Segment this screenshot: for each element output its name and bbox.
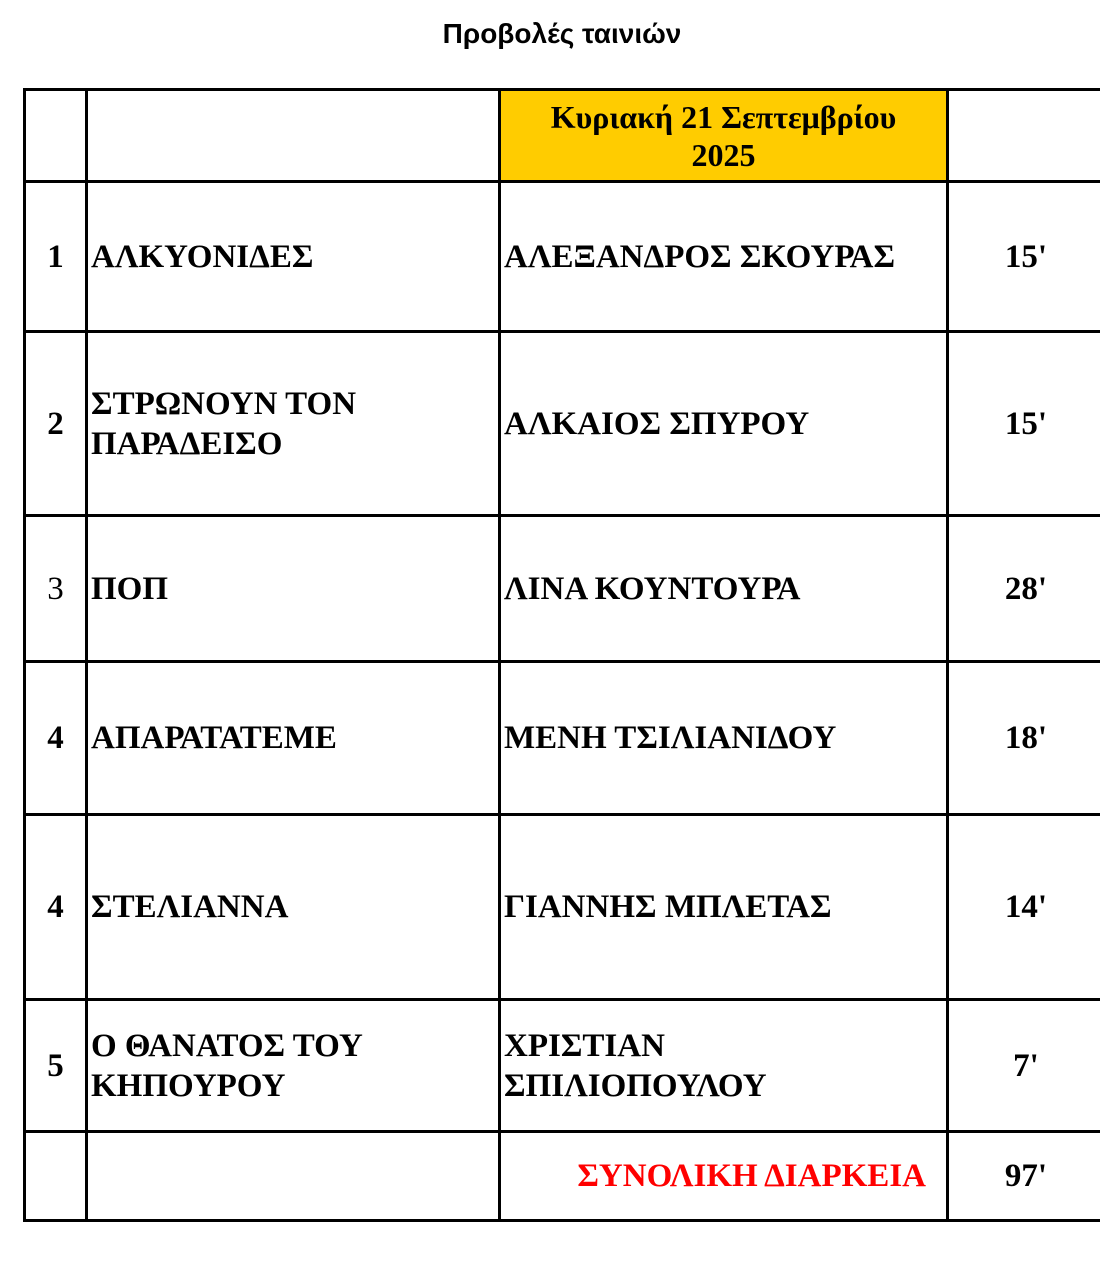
table-row (25, 332, 1100, 516)
film-director (500, 815, 948, 1000)
film-number: 2 (25, 332, 87, 516)
film-title-line: ΑΠΑΡΑΤΑΤΕΜΕ (91, 720, 337, 756)
film-number: 4 (25, 662, 87, 815)
film-duration: 15' (948, 182, 1100, 332)
table-row (25, 182, 1100, 332)
film-director-line: ΜΕΝΗ ΤΣΙΛΙΑΝΙΔΟΥ (504, 720, 837, 756)
table-row (25, 815, 1100, 1000)
film-title (87, 1000, 500, 1132)
table-row (25, 1000, 1100, 1132)
film-title-line: ΠΑΡΑΔΕΙΣΟ (91, 425, 283, 462)
film-title (87, 516, 500, 662)
total-duration-value: 97' (948, 1132, 1100, 1221)
film-number: 5 (25, 1000, 87, 1132)
film-title (87, 182, 500, 332)
date-header-line1: Κυριακή 21 Σεπτεμβρίου (550, 98, 897, 135)
film-director (500, 332, 948, 516)
film-title-line: ΣΤΕΛΙΑΝΝΑ (91, 889, 289, 925)
film-title-line: ΠΟΠ (91, 570, 169, 607)
film-duration: 28' (948, 516, 1100, 662)
film-director-line: ΧΡΙΣΤΙΑΝ (504, 1027, 665, 1064)
film-title-line: ΣΤΡΩΝΟΥΝ ΤΟΝ (91, 385, 357, 422)
film-director-line: ΓΙΑΝΝΗΣ ΜΠΛΕΤΑΣ (504, 889, 832, 925)
film-director-line: ΛΙΝΑ ΚΟΥΝΤΟΥΡΑ (504, 570, 801, 607)
header-duration-cell (948, 90, 1100, 182)
film-director (500, 182, 948, 332)
total-row (25, 1132, 1100, 1221)
table-row (25, 516, 1100, 662)
film-director (500, 1000, 948, 1132)
film-title (87, 815, 500, 1000)
screening-table (23, 88, 1100, 1222)
table-row (25, 662, 1100, 815)
film-title-line: ΑΛΚΥΟΝΙΔΕΣ (91, 238, 314, 275)
film-duration: 15' (948, 332, 1100, 516)
total-empty-cell (87, 1132, 500, 1221)
total-number-cell (25, 1132, 87, 1221)
film-director (500, 516, 948, 662)
total-duration-label: ΣΥΝΟΛΙΚΗ ΔΙΑΡΚΕΙΑ (500, 1132, 948, 1221)
film-number: 3 (25, 516, 87, 662)
page-title: Προβολές ταινιών (442, 18, 682, 49)
header-number-cell (25, 90, 87, 182)
film-title (87, 332, 500, 516)
film-title-line: Ο ΘΑΝΑΤΟΣ ΤΟΥ (91, 1027, 363, 1064)
film-duration: 18' (948, 662, 1100, 815)
film-duration: 14' (948, 815, 1100, 1000)
film-title-line: ΚΗΠΟΥΡΟΥ (91, 1067, 286, 1104)
film-director-line: ΑΛΕΞΑΝΔΡΟΣ ΣΚΟΥΡΑΣ (504, 238, 896, 275)
film-director (500, 662, 948, 815)
film-number: 1 (25, 182, 87, 332)
header-title-cell (87, 90, 500, 182)
film-director-line: ΣΠΙΛΙΟΠΟΥΛΟΥ (504, 1067, 767, 1104)
table-header-row (25, 90, 1100, 182)
date-header-cell (500, 90, 948, 182)
film-number: 4 (25, 815, 87, 1000)
film-duration: 7' (948, 1000, 1100, 1132)
film-director-line: ΑΛΚΑΙΟΣ ΣΠΥΡΟΥ (504, 405, 810, 442)
date-header-line2: 2025 (691, 136, 756, 173)
film-title (87, 662, 500, 815)
